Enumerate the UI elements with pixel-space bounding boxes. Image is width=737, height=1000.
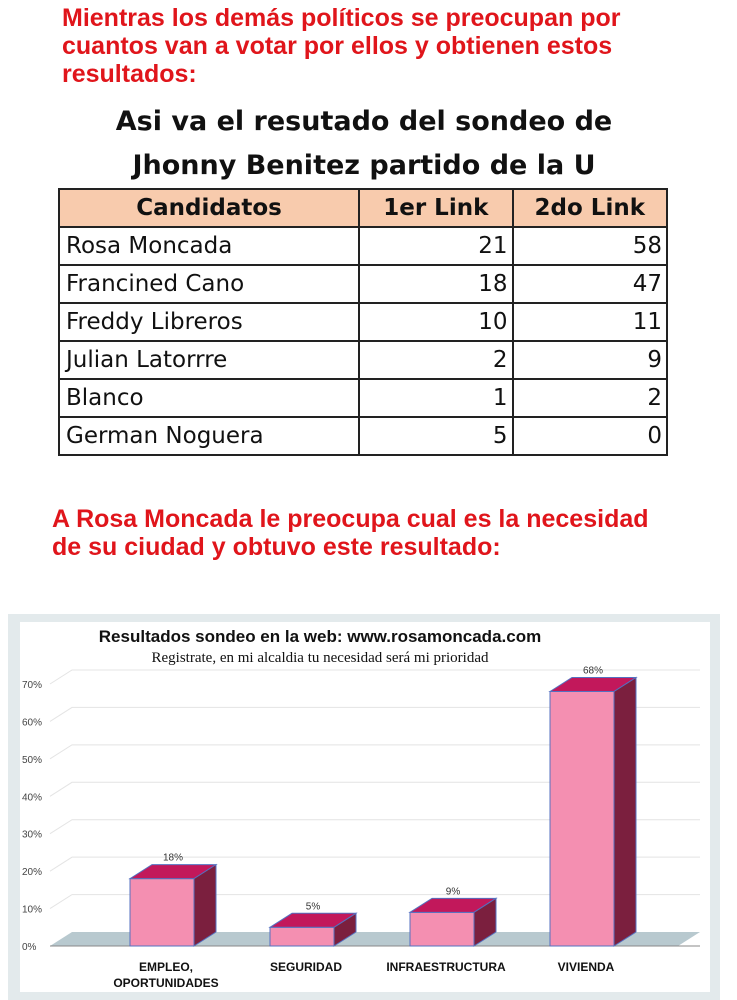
y-tick-label: 10% — [22, 904, 43, 916]
bar-front — [410, 912, 474, 946]
table-title-line2: Jhonny Benitez partido de la U — [132, 150, 596, 181]
intro-bottom-text: A Rosa Moncada le preocupa cual es la necesidad de su ciudad y obtuvo este resultado: — [52, 505, 649, 561]
category-label: INFRAESTRUCTURA — [386, 960, 506, 974]
second-link-votes: 11 — [513, 303, 667, 341]
table-row — [59, 379, 667, 417]
chart-title: Resultados sondeo en la web: www.rosamoncada.com — [98, 627, 542, 646]
bar-chart — [20, 622, 710, 992]
first-link-votes: 5 — [359, 417, 512, 455]
category-label: SEGURIDAD — [269, 960, 343, 974]
second-link-votes: 58 — [513, 227, 667, 265]
first-link-votes: 2 — [359, 341, 512, 379]
candidate-name: Francined Cano — [59, 265, 359, 303]
bar-side — [194, 865, 216, 946]
second-link-votes: 2 — [513, 379, 667, 417]
bar-side — [614, 677, 636, 946]
y-tick-label: 60% — [22, 717, 43, 729]
candidate-name: Julian Latorrre — [59, 341, 359, 379]
y-tick-label: 20% — [22, 867, 43, 879]
bar-front — [270, 927, 334, 946]
first-link-votes: 1 — [359, 379, 512, 417]
data-label: 5% — [305, 901, 321, 913]
second-link-votes: 47 — [513, 265, 667, 303]
table-title-line1: Asi va el resutado del sondeo de — [115, 106, 613, 137]
candidate-name: German Noguera — [59, 417, 359, 455]
first-link-votes: 21 — [359, 227, 512, 265]
y-tick-label: 70% — [22, 680, 43, 691]
bar-front — [550, 691, 614, 946]
table-header-row — [59, 189, 667, 227]
bar-front — [130, 879, 194, 946]
data-label: 18% — [162, 852, 184, 864]
first-link-votes: 10 — [359, 303, 512, 341]
y-tick-label: 30% — [22, 829, 43, 841]
table-row — [59, 417, 667, 455]
table-row — [59, 227, 667, 265]
table-row — [59, 265, 667, 303]
second-link-votes: 9 — [513, 341, 667, 379]
header-candidatos: Candidatos — [59, 189, 359, 227]
chart-panel — [8, 614, 720, 1000]
candidate-name: Blanco — [59, 379, 359, 417]
y-tick-label: 50% — [22, 754, 43, 766]
second-link-votes: 0 — [513, 417, 667, 455]
table-row — [59, 341, 667, 379]
chart-subtitle: Registrate, en mi alcaldia tu necesidad será mi prioridad — [151, 650, 489, 666]
candidate-name: Rosa Moncada — [59, 227, 359, 265]
y-tick-label: 40% — [22, 792, 43, 804]
category-label: EMPLEO, — [138, 960, 194, 974]
candidate-name: Freddy Libreros — [59, 303, 359, 341]
category-label: VIVIENDA — [557, 960, 615, 974]
header-2do-link: 2do Link — [513, 189, 667, 227]
first-link-votes: 18 — [359, 265, 512, 303]
data-label: 68% — [582, 665, 604, 677]
data-label: 9% — [445, 886, 461, 898]
y-tick-label: 0% — [22, 942, 37, 953]
table-row — [59, 303, 667, 341]
chart-area — [20, 622, 710, 992]
category-label: OPORTUNIDADES — [113, 976, 219, 990]
intro-top-text: Mientras los demás políticos se preocupan por cuantos van a votar por ellos y obtienen estos resultados: — [62, 4, 621, 88]
poll-table — [58, 188, 668, 456]
header-1er-link: 1er Link — [359, 189, 512, 227]
